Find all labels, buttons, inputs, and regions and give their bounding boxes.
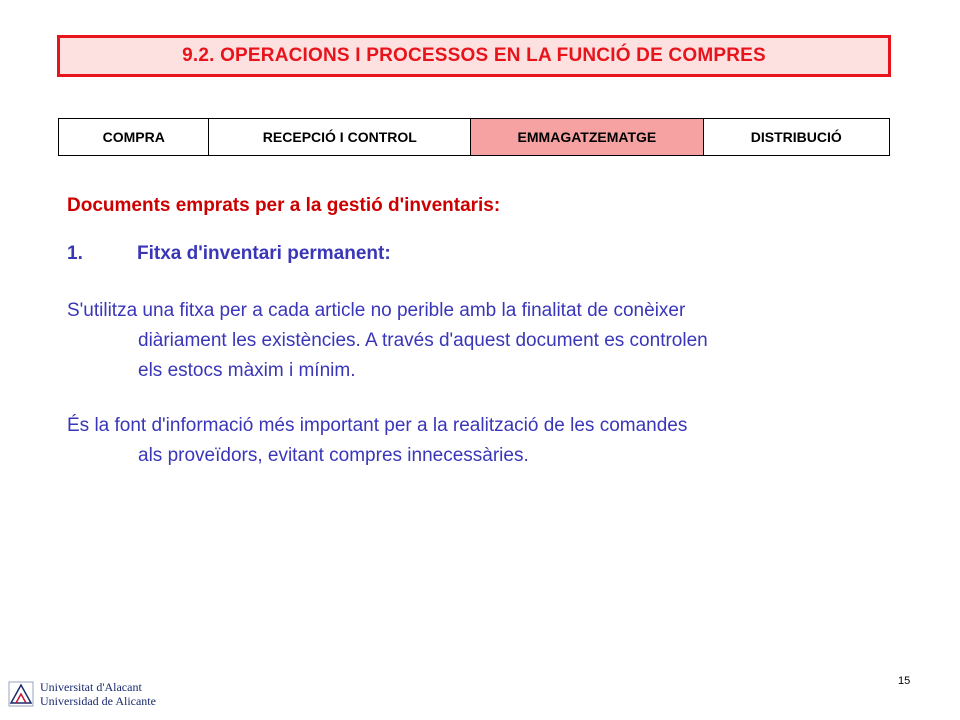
paragraph-2 [67,411,887,471]
stage-distribucio: DISTRIBUCIÓ [703,119,889,156]
paragraph-1-line-2: diàriament les existències. A través d'aquest document es controlen [138,330,708,351]
process-stages-row [59,119,890,156]
item-number: 1. [67,243,83,264]
paragraph-1-line-3: els estocs màxim i mínim. [138,360,356,381]
logo-line-2: Universidad de Alicante [40,694,156,708]
university-logo [8,680,156,708]
paragraph-2-line-2: als proveïdors, evitant compres innecessàries. [138,445,529,466]
section-heading: Documents emprats per a la gestió d'inventaris: [67,195,501,216]
process-stages-table [58,118,890,156]
university-logo-icon [8,681,34,707]
stage-emmagatzematge: EMMAGATZEMATGE [471,119,703,156]
logo-line-1: Universitat d'Alacant [40,680,142,694]
slide-title: 9.2. OPERACIONS I PROCESSOS EN LA FUNCIÓ DE COMPRES [57,35,891,77]
paragraph-2-line-1: És la font d'informació més important per a la realització de les comandes [67,415,688,436]
item-label: Fitxa d'inventari permanent: [137,243,391,264]
stage-recepcio-control: RECEPCIÓ I CONTROL [209,119,471,156]
paragraph-1 [67,296,887,386]
page-number: 15 [898,675,911,687]
logo-text [40,680,156,708]
paragraph-1-line-1: S'utilitza una fitxa per a cada article no perible amb la finalitat de conèixer [67,300,686,321]
stage-compra: COMPRA [59,119,209,156]
numbered-item [67,243,391,265]
